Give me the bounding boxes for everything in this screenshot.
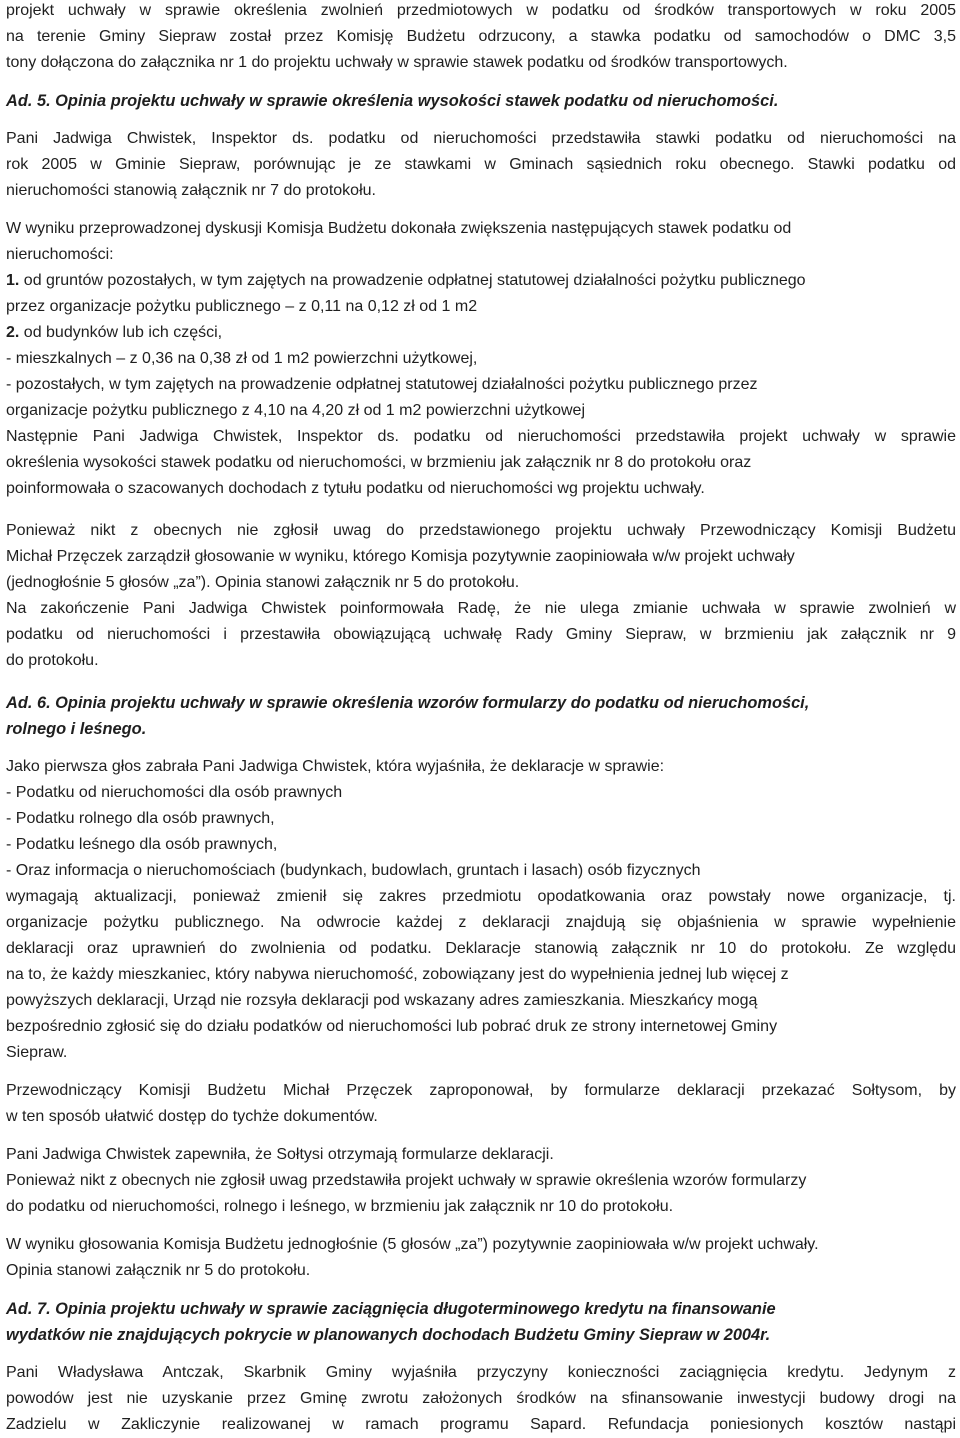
text-line [6, 936, 956, 962]
text-line [6, 126, 956, 152]
line-text: do protokołu. [6, 652, 99, 669]
line-text: poinformowała o szacowanych dochodach z tytułu podatku od nieruchomości wg projektu uchwały. [6, 480, 705, 497]
line-text: projekt uchwały w sprawie określenia zwolnień przedmiotowych w podatku od środków transportowych w roku 2005 [6, 2, 956, 19]
paragraph-gap [6, 1130, 956, 1142]
line-text: Siepraw. [6, 1044, 68, 1061]
line-text: Ponieważ nikt z obecnych nie zgłosił uwag przedstawiła projekt uchwały w sprawie określenia wzorów formularzy [6, 1172, 807, 1189]
text-line [6, 962, 956, 988]
line-text: W wyniku głosowania Komisja Budżetu jednogłośnie (5 głosów „za”) pozytywnie zaopiniowała w/w projekt uchwały. [6, 1236, 819, 1253]
paragraph-gap [6, 674, 956, 690]
line-text: od gruntów pozostałych, w tym zajętych na prowadzenie odpłatnej statutowej działalności pożytku publicznego [19, 272, 806, 289]
line-text: organizacje pożytku publicznego. Na odwrocie każdej z deklaracji znajdują się objaśnienia w sprawie wypełnienie [6, 914, 956, 931]
line-text: Ad. 6. Opinia projektu uchwały w sprawie określenia wzorów formularzy do podatku od nieruchomości, [6, 694, 810, 712]
line-text: Pani Jadwiga Chwistek zapewniła, że Sołtysi otrzymają formularze deklaracji. [6, 1146, 554, 1163]
line-text: do podatku od nieruchomości, rolnego i leśnego, w brzmieniu jak załącznik nr 10 do protokołu. [6, 1198, 674, 1215]
line-text: Michał Przęczek zarządził głosowanie w wyniku, którego Komisja pozytywnie zaopiniowała w/w projekt uchwały [6, 548, 795, 565]
text-line [6, 570, 956, 596]
text-line [6, 320, 956, 346]
line-text: tony dołączona do załącznika nr 1 do projektu uchwały w sprawie stawek podatku od środków transportowych. [6, 54, 788, 71]
text-line [6, 242, 956, 268]
paragraph-gap [6, 1348, 956, 1360]
line-text: powodów jest nie uzyskanie przez Gminę zwrotu założonych środków na sfinansowanie inwestycji budowy drogi na [6, 1390, 956, 1407]
line-text: od budynków lub ich części, [19, 324, 223, 341]
line-text: w ten sposób ułatwić dostęp do tychże dokumentów. [6, 1108, 378, 1125]
text-line [6, 1258, 956, 1284]
line-text: Zadzielu w Zakliczynie realizowanej w ramach programu Sapard. Refundacja poniesionych kosztów nastąpi [6, 1416, 956, 1433]
text-line [6, 806, 956, 832]
line-text: nieruchomości: [6, 246, 114, 263]
text-line [6, 596, 956, 622]
text-line [6, 622, 956, 648]
section-heading-line [6, 690, 956, 716]
list-number: 1. [6, 272, 20, 289]
line-text: Ponieważ nikt z obecnych nie zgłosił uwag do przedstawionego projektu uchwały Przewodniczący Komisji Budżetu [6, 522, 956, 539]
text-line [6, 268, 956, 294]
line-text: Jako pierwsza głos zabrała Pani Jadwiga Chwistek, która wyjaśniła, że deklaracje w sprawie: [6, 758, 665, 775]
text-line [6, 832, 956, 858]
text-line [6, 1078, 956, 1104]
text-line [6, 754, 956, 780]
paragraph-gap [6, 76, 956, 88]
line-text: na to, że każdy mieszkaniec, który nabywa nieruchomość, zobowiązany jest do wypełnienia jednej lub więcej z [6, 966, 789, 983]
text-line [6, 476, 956, 502]
text-line [6, 1168, 956, 1194]
text-line [6, 1194, 956, 1220]
paragraph-gap [6, 1284, 956, 1296]
text-line [6, 1386, 956, 1412]
paragraph-gap [6, 502, 956, 518]
text-line [6, 1232, 956, 1258]
line-text: Następnie Pani Jadwiga Chwistek, Inspektor ds. podatku od nieruchomości przedstawiła projekt uchwały w sprawie [6, 428, 956, 445]
line-text: - Oraz informacja o nieruchomościach (budynkach, budowlach, gruntach i lasach) osób fizycznych [6, 862, 701, 879]
paragraph-gap [6, 1220, 956, 1232]
text-line [6, 372, 956, 398]
text-line [6, 910, 956, 936]
line-text: Pani Jadwiga Chwistek, Inspektor ds. podatku od nieruchomości przedstawiła stawki podatku od nieruchomości na [6, 130, 956, 147]
line-text: (jednogłośnie 5 głosów „za”). Opinia stanowi załącznik nr 5 do protokołu. [6, 574, 520, 591]
text-line [6, 1360, 956, 1386]
line-text: W wyniku przeprowadzonej dyskusji Komisja Budżetu dokonała zwiększenia następujących stawek podatku od [6, 220, 792, 237]
line-text: organizacje pożytku publicznego z 4,10 na 4,20 zł od 1 m2 powierzchni użytkowej [6, 402, 585, 419]
text-line [6, 24, 956, 50]
line-text: - Podatku od nieruchomości dla osób prawnych [6, 784, 343, 801]
line-text: Opinia stanowi załącznik nr 5 do protokołu. [6, 1262, 311, 1279]
line-text: podatku od nieruchomości i przestawiła obowiązującą uchwałę Rady Gminy Siepraw, w brzmieniu jak załącznik nr 9 [6, 626, 956, 643]
text-line [6, 346, 956, 372]
text-line [6, 152, 956, 178]
line-text: - Podatku rolnego dla osób prawnych, [6, 810, 275, 827]
line-text: Ad. 7. Opinia projektu uchwały w sprawie zaciągnięcia długoterminowego kredytu na finansowanie [6, 1300, 776, 1318]
section-heading-line [6, 1322, 956, 1348]
line-text: nieruchomości stanowią załącznik nr 7 do protokołu. [6, 182, 376, 199]
text-line [6, 518, 956, 544]
text-line [6, 398, 956, 424]
text-line [6, 780, 956, 806]
paragraph-gap [6, 1066, 956, 1078]
line-text: - pozostałych, w tym zajętych na prowadzenie odpłatnej statutowej działalności pożytku publicznego przez [6, 376, 758, 393]
line-text: - Podatku leśnego dla osób prawnych, [6, 836, 278, 853]
text-line [6, 0, 956, 24]
line-text: Pani Władysława Antczak, Skarbnik Gminy wyjaśniła przyczyny konieczności zaciągnięcia kredytu. Jedynym z [6, 1364, 956, 1381]
text-line [6, 424, 956, 450]
line-text: Przewodniczący Komisji Budżetu Michał Przęczek zaproponował, by formularze deklaracji przekazać Sołtysom, by [6, 1082, 956, 1099]
text-line [6, 1104, 956, 1130]
line-text: przez organizacje pożytku publicznego – z 0,11 na 0,12 zł od 1 m2 [6, 298, 478, 315]
text-line [6, 858, 956, 884]
line-text: wymagają aktualizacji, ponieważ zmienił się zakres przedmiotu opodatkowania oraz powstały nowe organizacje, tj. [6, 888, 956, 905]
text-line [6, 1040, 956, 1066]
text-line [6, 450, 956, 476]
line-text: na terenie Gminy Siepraw został przez Komisję Budżetu odrzucony, a stawka podatku od samochodów o DMC 3,5 [6, 28, 956, 45]
text-line [6, 50, 956, 76]
line-text: określenia wysokości stawek podatku od nieruchomości, w brzmieniu jak załącznik nr 8 do protokołu oraz [6, 454, 752, 471]
section-heading-line [6, 88, 956, 114]
text-line [6, 988, 956, 1014]
paragraph-gap [6, 204, 956, 216]
line-text: wydatków nie znajdujących pokrycie w planowanych dochodach Budżetu Gminy Siepraw w 2004r. [6, 1326, 771, 1344]
paragraph-gap [6, 114, 956, 126]
document-page [6, 0, 956, 1438]
paragraph-gap [6, 742, 956, 754]
text-line [6, 294, 956, 320]
line-text: Ad. 5. Opinia projektu uchwały w sprawie określenia wysokości stawek podatku od nieruchomości. [6, 92, 779, 110]
text-line [6, 648, 956, 674]
line-text: deklaracji oraz uprawnień do zwolnienia od podatku. Deklaracje stanowią załącznik nr 10 do protokołu. Ze względu [6, 940, 956, 957]
text-line [6, 1014, 956, 1040]
list-number: 2. [6, 324, 20, 341]
text-line [6, 884, 956, 910]
line-text: Na zakończenie Pani Jadwiga Chwistek poinformowała Radę, że nie ulega zmianie uchwała w sprawie zwolnień w [6, 600, 956, 617]
line-text: powyższych deklaracji, Urząd nie rozsyła deklaracji pod wskazany adres zamieszkania. Mieszkańcy mogą [6, 992, 758, 1009]
section-heading-line [6, 716, 956, 742]
text-line [6, 1142, 956, 1168]
line-text: bezpośrednio zgłosić się do działu podatków od nieruchomości lub pobrać druk ze strony internetowej Gminy [6, 1018, 778, 1035]
text-line [6, 216, 956, 242]
section-heading-line [6, 1296, 956, 1322]
text-line [6, 1412, 956, 1438]
line-text: rok 2005 w Gminie Siepraw, porównując je ze stawkami w Gminach sąsiednich roku obecnego. Stawki podatku od [6, 156, 956, 173]
text-line [6, 178, 956, 204]
text-line [6, 544, 956, 570]
line-text: - mieszkalnych – z 0,36 na 0,38 zł od 1 m2 powierzchni użytkowej, [6, 350, 478, 367]
line-text: rolnego i leśnego. [6, 720, 147, 738]
